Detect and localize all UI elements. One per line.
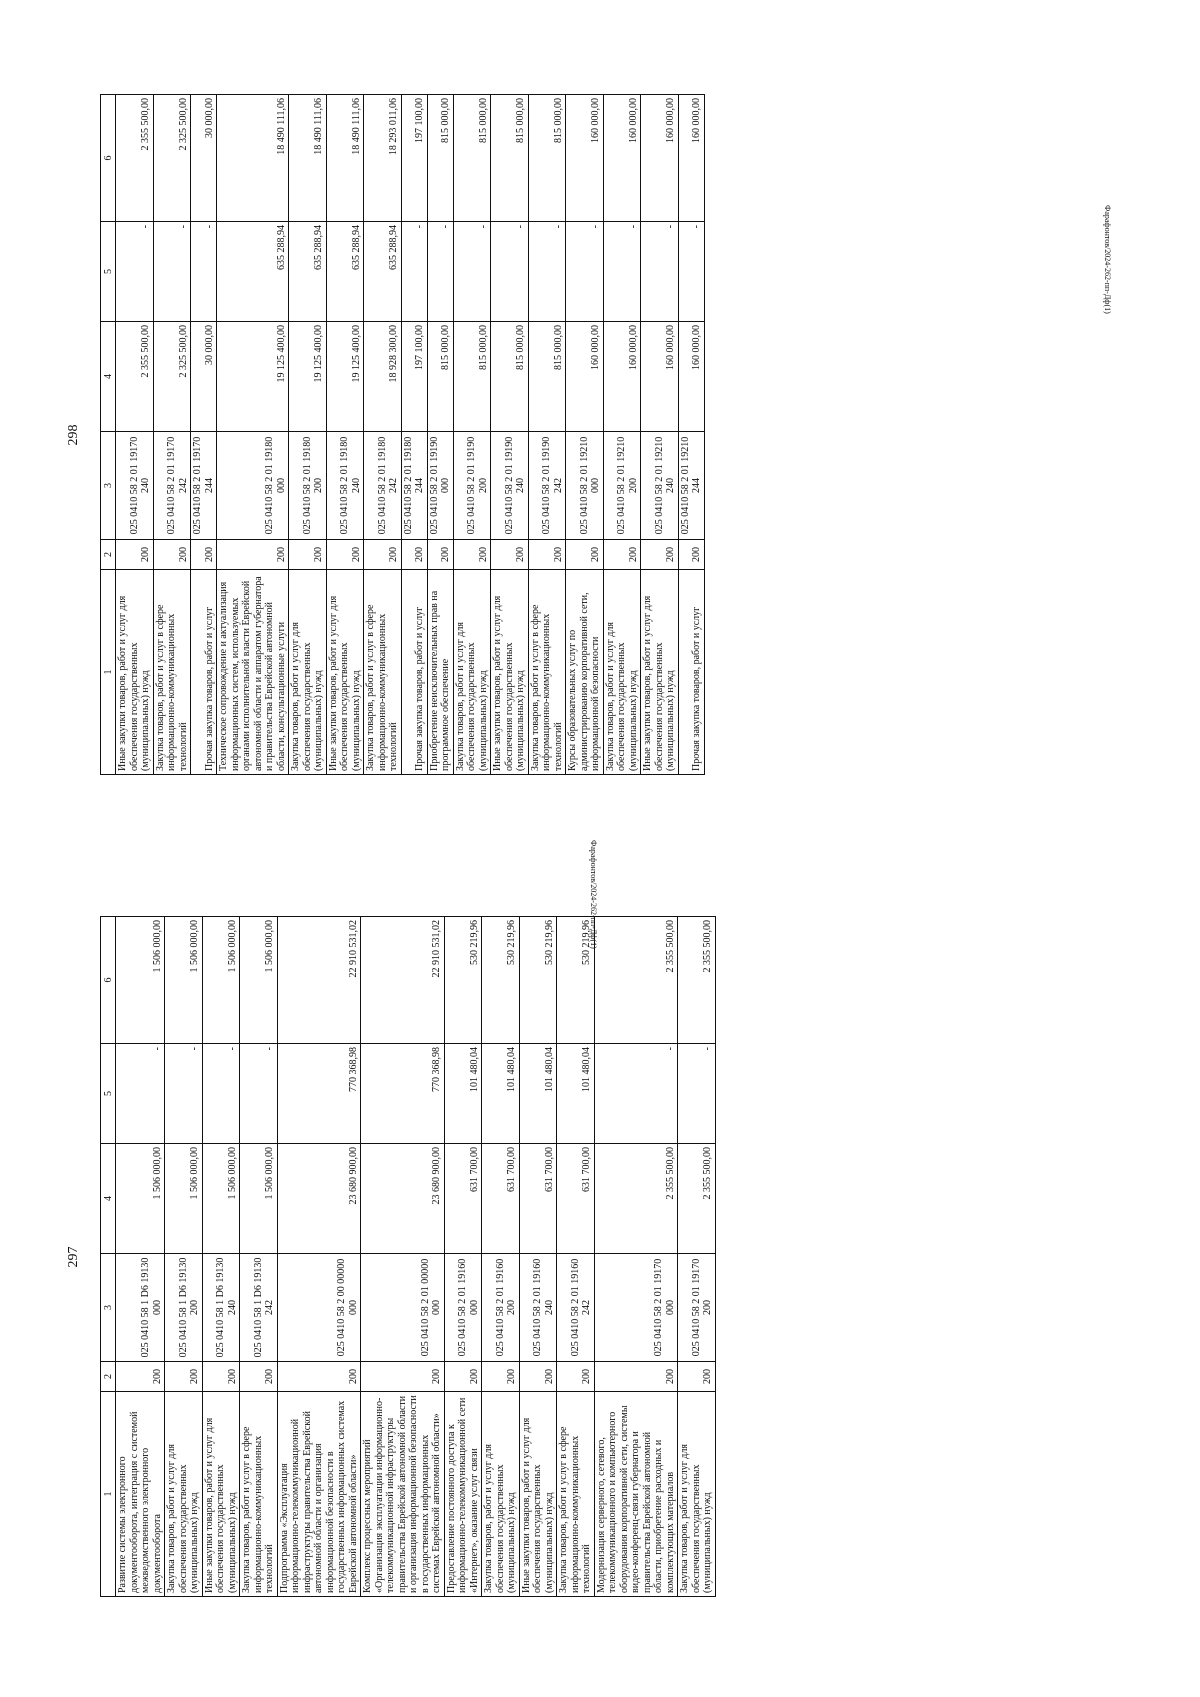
row-amount-cell: 815 000,00 <box>453 322 491 432</box>
row-change-cell: 635 288,94 <box>289 222 327 322</box>
row-total-cell: 1 506 000,00 <box>202 917 240 1044</box>
row-total-cell: 30 000,00 <box>191 95 217 222</box>
table-row <box>277 917 361 1597</box>
row-change-cell: - <box>153 222 191 322</box>
row-classification-cell: 025 0410 58 1 D6 19130 240 <box>202 1254 240 1362</box>
row-total-cell: 160 000,00 <box>678 95 704 222</box>
row-total-cell: 815 000,00 <box>528 95 566 222</box>
table-row <box>401 95 427 775</box>
page-297 <box>66 917 713 1597</box>
row-change-cell: - <box>191 222 217 322</box>
row-code-cell: 200 <box>427 540 453 570</box>
row-name-cell: Подпрограмма «Эксплуатация информационно-телекоммуникационной инфраструктуры правительства Еврейской автономной области и организация информационной безопасности в государственных информационных системах Еврейской автономной области» <box>277 1392 361 1597</box>
row-change-cell: - <box>641 222 679 322</box>
row-change-cell: 635 288,94 <box>364 222 402 322</box>
row-total-cell: 1 506 000,00 <box>116 917 165 1044</box>
col-header: 5 <box>101 1044 116 1144</box>
row-classification-cell: 025 0410 58 2 01 19210 240 <box>641 432 679 540</box>
row-amount-cell: 160 000,00 <box>566 322 604 432</box>
row-amount-cell: 160 000,00 <box>678 322 704 432</box>
col-header: 6 <box>101 95 116 222</box>
row-name-cell: Закупка товаров, работ и услуг в сфере информационно-коммуникационных технологий <box>240 1392 278 1597</box>
row-name-cell: Закупка товаров, работ и услуг для обеспечения государственных (муниципальных) нужд <box>289 570 327 775</box>
row-amount-cell: 815 000,00 <box>528 322 566 432</box>
row-name-cell: Комплекс процессных мероприятий «Организация эксплуатации информационно-телекоммуникационной инфраструктуры правительства Еврейской автономной области и организация информационной безопасности в государственных информационных системах Еврейской автономной области» <box>361 1392 445 1597</box>
row-classification-cell: 025 0410 58 2 01 19160 000 <box>444 1254 482 1362</box>
row-code-cell: 200 <box>453 540 491 570</box>
page-number: 298 <box>66 424 81 446</box>
row-code-cell: 200 <box>678 1362 716 1392</box>
footer-docref: Фарафонтов/2024-262-пп-Дф(1) <box>589 840 598 949</box>
row-total-cell: 18 490 111,06 <box>326 95 364 222</box>
row-classification-cell: 025 0410 58 2 01 19170 244 <box>191 432 217 540</box>
row-amount-cell: 19 125 400,00 <box>289 322 327 432</box>
row-classification-cell: 025 0410 58 2 01 19170 242 <box>153 432 191 540</box>
page-298 <box>66 95 702 775</box>
row-amount-cell: 631 700,00 <box>444 1144 482 1254</box>
row-name-cell: Иные закупки товаров, работ и услуг для обеспечения государственных (муниципальных) нужд <box>116 570 154 775</box>
row-change-cell: - <box>401 222 427 322</box>
row-name-cell: Прочая закупка товаров, работ и услуг <box>191 570 217 775</box>
row-amount-cell: 18 928 300,00 <box>364 322 402 432</box>
row-classification-cell: 025 0410 58 2 01 19180 240 <box>326 432 364 540</box>
row-total-cell: 18 490 111,06 <box>217 95 289 222</box>
row-amount-cell: 1 506 000,00 <box>165 1144 203 1254</box>
row-total-cell: 815 000,00 <box>491 95 529 222</box>
row-code-cell: 200 <box>202 1362 240 1392</box>
row-total-cell: 18 293 011,06 <box>364 95 402 222</box>
row-name-cell: Приобретение неисключительных прав на программное обеспечение <box>427 570 453 775</box>
row-amount-cell: 197 100,00 <box>401 322 427 432</box>
page-number: 297 <box>66 1246 81 1268</box>
row-code-cell: 200 <box>401 540 427 570</box>
table-row <box>191 95 217 775</box>
row-classification-cell: 025 0410 58 2 01 19170 200 <box>678 1254 716 1362</box>
row-total-cell: 530 219,96 <box>557 917 595 1044</box>
header-row <box>101 95 116 775</box>
row-name-cell: Иные закупки товаров, работ и услуг для обеспечения государственных (муниципальных) нужд <box>641 570 679 775</box>
row-name-cell: Закупка товаров, работ и услуг для обеспечения государственных (муниципальных) нужд <box>603 570 641 775</box>
row-code-cell: 200 <box>641 540 679 570</box>
row-amount-cell: 160 000,00 <box>641 322 679 432</box>
row-name-cell: Прочая закупка товаров, работ и услуг <box>401 570 427 775</box>
row-name-cell: Закупка товаров, работ и услуг в сфере информационно-коммуникационных технологий <box>557 1392 595 1597</box>
table-row <box>557 917 595 1597</box>
row-classification-cell: 025 0410 58 2 01 19210 244 <box>678 432 704 540</box>
row-classification-cell: 025 0410 58 2 01 19160 242 <box>557 1254 595 1362</box>
row-classification-cell: 025 0410 58 2 01 19160 240 <box>519 1254 557 1362</box>
row-total-cell: 2 355 500,00 <box>116 95 154 222</box>
row-amount-cell: 23 680 900,00 <box>361 1144 445 1254</box>
row-code-cell: 200 <box>444 1362 482 1392</box>
row-code-cell: 200 <box>153 540 191 570</box>
row-classification-cell: 025 0410 58 1 D6 19130 242 <box>240 1254 278 1362</box>
row-code-cell: 200 <box>678 540 704 570</box>
table-row <box>361 917 445 1597</box>
row-total-cell: 530 219,96 <box>519 917 557 1044</box>
row-amount-cell: 2 355 500,00 <box>116 322 154 432</box>
row-amount-cell: 19 125 400,00 <box>217 322 289 432</box>
row-code-cell: 200 <box>116 1362 165 1392</box>
table-row <box>528 95 566 775</box>
row-amount-cell: 815 000,00 <box>427 322 453 432</box>
row-classification-cell: 025 0410 58 2 01 19190 240 <box>491 432 529 540</box>
row-total-cell: 22 910 531,02 <box>361 917 445 1044</box>
table-row <box>566 95 604 775</box>
row-change-cell: 770 368,98 <box>361 1044 445 1144</box>
row-name-cell: Иные закупки товаров, работ и услуг для обеспечения государственных (муниципальных) нужд <box>519 1392 557 1597</box>
col-header: 3 <box>101 432 116 540</box>
row-name-cell: Модернизация серверного, сетевого, телекоммуникационного и компьютерного оборудования корпоративной сети, системы видео-конференц-связи губернатора и правительства Еврейской автономной области, приобретение расходных и комплектующих материалов <box>594 1392 678 1597</box>
row-total-cell: 815 000,00 <box>453 95 491 222</box>
row-classification-cell: 025 0410 58 1 D6 19130 200 <box>165 1254 203 1362</box>
row-change-cell: 770 368,98 <box>277 1044 361 1144</box>
row-amount-cell: 1 506 000,00 <box>116 1144 165 1254</box>
row-classification-cell: 025 0410 58 2 00 00000 000 <box>277 1254 361 1362</box>
budget-table <box>100 916 716 1597</box>
table-row <box>202 917 240 1597</box>
row-amount-cell: 23 680 900,00 <box>277 1144 361 1254</box>
row-change-cell: - <box>453 222 491 322</box>
row-amount-cell: 1 506 000,00 <box>202 1144 240 1254</box>
row-name-cell: Закупка товаров, работ и услуг в сфере информационно-коммуникационных технологий <box>364 570 402 775</box>
row-total-cell: 160 000,00 <box>566 95 604 222</box>
row-change-cell: 101 480,04 <box>482 1044 520 1144</box>
row-change-cell: - <box>240 1044 278 1144</box>
row-code-cell: 200 <box>364 540 402 570</box>
table-row <box>603 95 641 775</box>
table-row <box>678 917 716 1597</box>
row-classification-cell: 025 0410 58 2 01 19210 000 <box>566 432 604 540</box>
table-row <box>326 95 364 775</box>
row-amount-cell: 2 355 500,00 <box>678 1144 716 1254</box>
table-row <box>491 95 529 775</box>
row-total-cell: 197 100,00 <box>401 95 427 222</box>
row-amount-cell: 1 506 000,00 <box>240 1144 278 1254</box>
row-change-cell: - <box>594 1044 678 1144</box>
row-classification-cell: 025 0410 58 1 D6 19130 000 <box>116 1254 165 1362</box>
row-change-cell: - <box>603 222 641 322</box>
row-code-cell: 200 <box>191 540 217 570</box>
row-change-cell: 635 288,94 <box>217 222 289 322</box>
row-classification-cell: 025 0410 58 2 01 19180 000 <box>217 432 289 540</box>
row-code-cell: 200 <box>116 540 154 570</box>
row-name-cell: Предоставление постоянного доступа к информационно-телекоммуникационной сети «Интернет», оказание услуг связи <box>444 1392 482 1597</box>
table-row <box>289 95 327 775</box>
table-row <box>641 95 679 775</box>
row-classification-cell: 025 0410 58 2 01 19160 200 <box>482 1254 520 1362</box>
table-row <box>678 95 704 775</box>
row-total-cell: 815 000,00 <box>427 95 453 222</box>
col-header: 4 <box>101 1144 116 1254</box>
row-code-cell: 200 <box>289 540 327 570</box>
row-name-cell: Закупка товаров, работ и услуг для обеспечения государственных (муниципальных) нужд <box>453 570 491 775</box>
table-row <box>427 95 453 775</box>
row-total-cell: 160 000,00 <box>641 95 679 222</box>
row-amount-cell: 30 000,00 <box>191 322 217 432</box>
table-row <box>364 95 402 775</box>
row-name-cell: Закупка товаров, работ и услуг для обеспечения государственных (муниципальных) нужд <box>165 1392 203 1597</box>
row-classification-cell: 025 0410 58 2 01 19210 200 <box>603 432 641 540</box>
table-row <box>165 917 203 1597</box>
table-row <box>444 917 482 1597</box>
col-header: 2 <box>101 540 116 570</box>
row-name-cell: Иные закупки товаров, работ и услуг для обеспечения государственных (муниципальных) нужд <box>202 1392 240 1597</box>
row-amount-cell: 160 000,00 <box>603 322 641 432</box>
row-change-cell: - <box>678 1044 716 1144</box>
row-total-cell: 22 910 531,02 <box>277 917 361 1044</box>
row-change-cell: - <box>116 1044 165 1144</box>
col-header: 1 <box>101 570 116 775</box>
row-change-cell: - <box>202 1044 240 1144</box>
row-classification-cell: 025 0410 58 2 01 19180 244 <box>401 432 427 540</box>
table-row <box>240 917 278 1597</box>
row-classification-cell: 025 0410 58 2 01 19170 000 <box>594 1254 678 1362</box>
col-header: 3 <box>101 1254 116 1362</box>
col-header: 1 <box>101 1392 116 1597</box>
row-change-cell: 635 288,94 <box>326 222 364 322</box>
header-row <box>101 917 116 1597</box>
row-code-cell: 200 <box>519 1362 557 1392</box>
row-name-cell: Закупка товаров, работ и услуг для обеспечения государственных (муниципальных) нужд <box>678 1392 716 1597</box>
row-classification-cell: 025 0410 58 2 01 00000 000 <box>361 1254 445 1362</box>
row-classification-cell: 025 0410 58 2 01 19190 242 <box>528 432 566 540</box>
row-name-cell: Закупка товаров, работ и услуг в сфере информационно-коммуникационных технологий <box>153 570 191 775</box>
row-amount-cell: 815 000,00 <box>491 322 529 432</box>
row-change-cell: - <box>528 222 566 322</box>
row-total-cell: 18 490 111,06 <box>289 95 327 222</box>
row-classification-cell: 025 0410 58 2 01 19180 200 <box>289 432 327 540</box>
row-code-cell: 200 <box>491 540 529 570</box>
row-total-cell: 530 219,96 <box>444 917 482 1044</box>
col-header: 5 <box>101 222 116 322</box>
row-code-cell: 200 <box>326 540 364 570</box>
footer-docref: Фарафонтов/2024-262-пп-Дф(1) <box>1103 205 1112 314</box>
table-row <box>116 95 154 775</box>
row-change-cell: 101 480,04 <box>519 1044 557 1144</box>
table-row <box>116 917 165 1597</box>
row-amount-cell: 631 700,00 <box>557 1144 595 1254</box>
row-change-cell: - <box>566 222 604 322</box>
row-total-cell: 2 355 500,00 <box>594 917 678 1044</box>
row-total-cell: 2 355 500,00 <box>678 917 716 1044</box>
col-header: 6 <box>101 917 116 1044</box>
row-total-cell: 1 506 000,00 <box>165 917 203 1044</box>
table-row <box>482 917 520 1597</box>
row-code-cell: 200 <box>165 1362 203 1392</box>
row-code-cell: 200 <box>528 540 566 570</box>
row-code-cell: 200 <box>217 540 289 570</box>
table-row <box>594 917 678 1597</box>
row-amount-cell: 631 700,00 <box>519 1144 557 1254</box>
row-code-cell: 200 <box>361 1362 445 1392</box>
row-name-cell: Прочая закупка товаров, работ и услуг <box>678 570 704 775</box>
row-amount-cell: 2 325 500,00 <box>153 322 191 432</box>
row-name-cell: Курсы образовательных услуг по администрированию корпоративной сети, информационной безопасности <box>566 570 604 775</box>
col-header: 2 <box>101 1362 116 1392</box>
row-total-cell: 160 000,00 <box>603 95 641 222</box>
row-change-cell: - <box>678 222 704 322</box>
table-row <box>153 95 191 775</box>
row-change-cell: 101 480,04 <box>444 1044 482 1144</box>
col-header: 4 <box>101 322 116 432</box>
row-change-cell: - <box>116 222 154 322</box>
row-classification-cell: 025 0410 58 2 01 19190 000 <box>427 432 453 540</box>
row-name-cell: Техническое сопровождение и актуализация информационных систем, используемых органами исполнительной власти Еврейской автономной области и аппаратом губернатора и правительства Еврейской автономной области, консультационные услуги <box>217 570 289 775</box>
row-classification-cell: 025 0410 58 2 01 19190 200 <box>453 432 491 540</box>
row-code-cell: 200 <box>594 1362 678 1392</box>
budget-table <box>100 94 705 775</box>
row-classification-cell: 025 0410 58 2 01 19180 242 <box>364 432 402 540</box>
row-code-cell: 200 <box>482 1362 520 1392</box>
row-name-cell: Закупка товаров, работ и услуг для обеспечения государственных (муниципальных) нужд <box>482 1392 520 1597</box>
row-amount-cell: 19 125 400,00 <box>326 322 364 432</box>
row-name-cell: Развитие системы электронного документооборота, интеграция с системой межведомственного электронного документооборота <box>116 1392 165 1597</box>
row-amount-cell: 631 700,00 <box>482 1144 520 1254</box>
row-change-cell: - <box>427 222 453 322</box>
row-code-cell: 200 <box>603 540 641 570</box>
table-row <box>519 917 557 1597</box>
row-total-cell: 1 506 000,00 <box>240 917 278 1044</box>
table-row <box>453 95 491 775</box>
row-code-cell: 200 <box>277 1362 361 1392</box>
row-amount-cell: 2 355 500,00 <box>594 1144 678 1254</box>
row-change-cell: - <box>491 222 529 322</box>
row-name-cell: Закупка товаров, работ и услуг в сфере информационно-коммуникационных технологий <box>528 570 566 775</box>
row-change-cell: 101 480,04 <box>557 1044 595 1144</box>
row-total-cell: 2 325 500,00 <box>153 95 191 222</box>
row-code-cell: 200 <box>566 540 604 570</box>
row-classification-cell: 025 0410 58 2 01 19170 240 <box>116 432 154 540</box>
table-row <box>217 95 289 775</box>
row-code-cell: 200 <box>557 1362 595 1392</box>
row-change-cell: - <box>165 1044 203 1144</box>
row-name-cell: Иные закупки товаров, работ и услуг для обеспечения государственных (муниципальных) нужд <box>326 570 364 775</box>
row-code-cell: 200 <box>240 1362 278 1392</box>
row-total-cell: 530 219,96 <box>482 917 520 1044</box>
row-name-cell: Иные закупки товаров, работ и услуг для обеспечения государственных (муниципальных) нужд <box>491 570 529 775</box>
